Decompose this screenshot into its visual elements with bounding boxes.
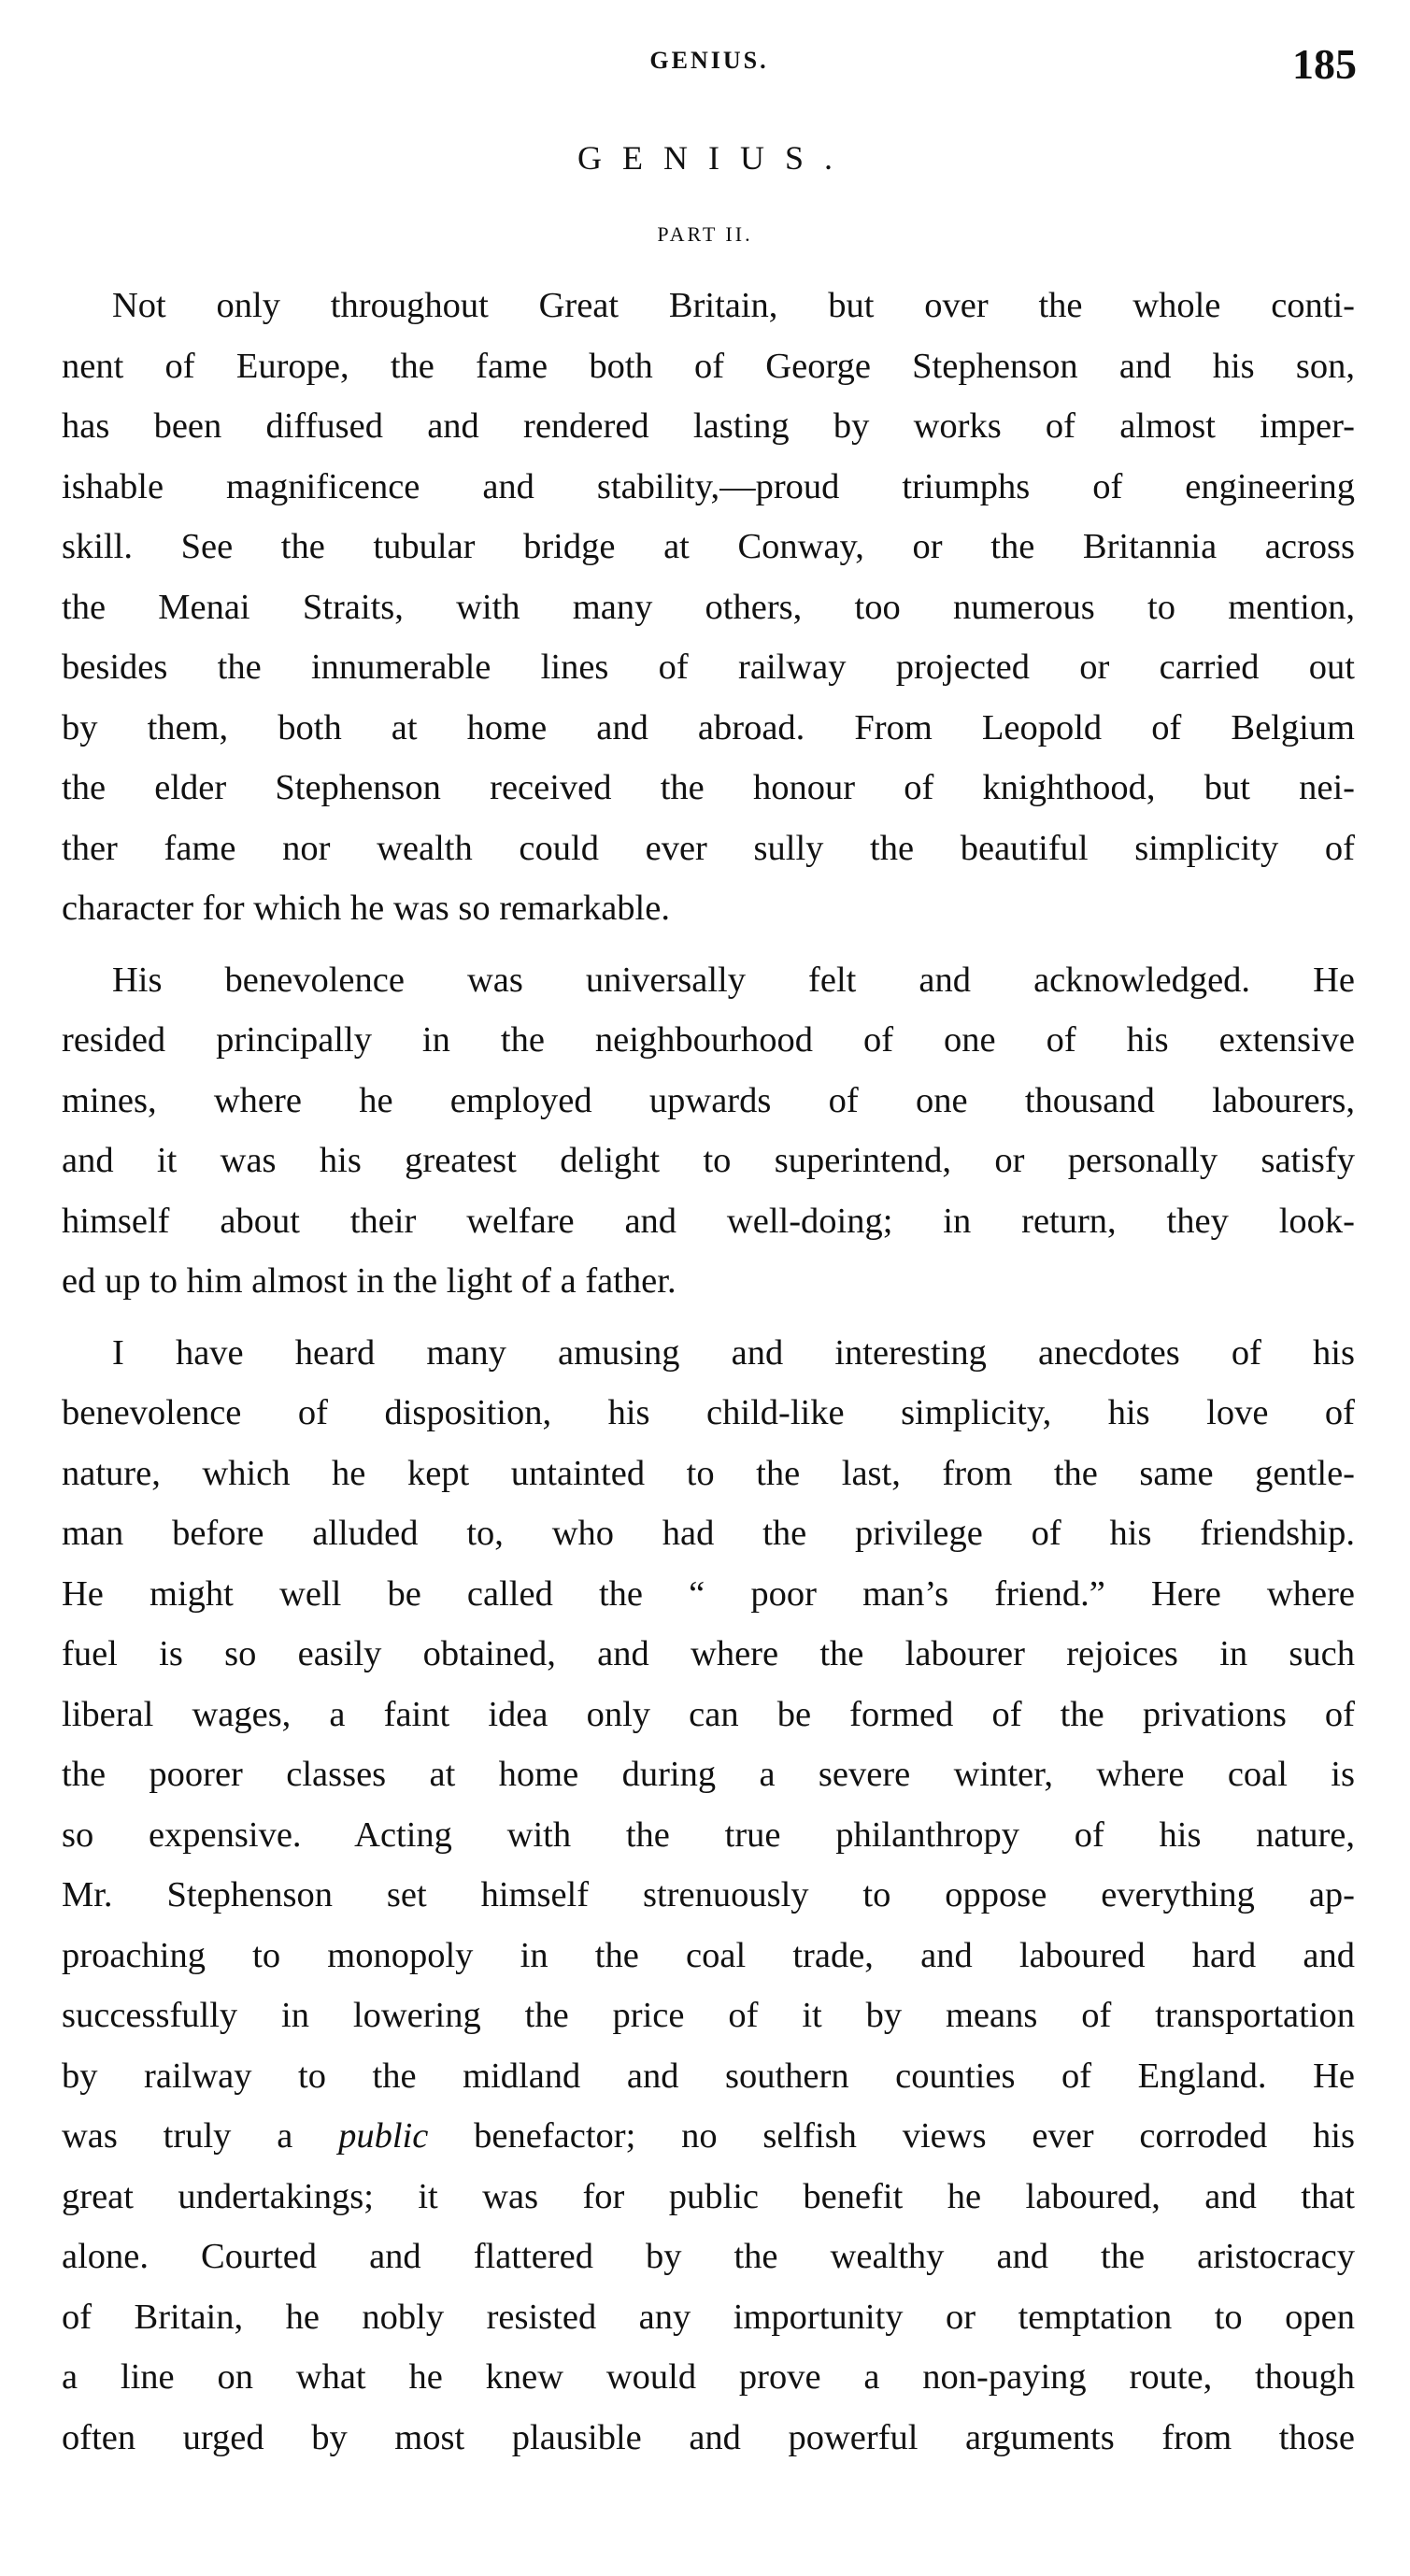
part-label: PART II. (657, 222, 753, 246)
text-line: the elder Stephenson received the honour of knighthood, but nei- (62, 768, 1355, 807)
text-line: ther fame nor wealth could ever sully the beautiful simplicity of (62, 828, 1355, 868)
text-line: the Menai Straits, with many others, too numerous to mention, (62, 587, 1355, 627)
text-line: so expensive. Acting with the true philanthropy of his nature, (62, 1815, 1355, 1855)
text-line: Not only throughout Great Britain, but over the whole conti- (112, 286, 1355, 325)
text-line: proaching to monopoly in the coal trade, and laboured hard and (62, 1935, 1355, 1975)
text-line: besides the innumerable lines of railway projected or carried out (62, 648, 1355, 687)
text-line: resided principally in the neighbourhood of one of his extensive (62, 1020, 1355, 1060)
text-line: successfully in lowering the price of it by means of transportation (62, 1996, 1355, 2035)
text-line: alone. Courted and flattered by the wealthy and the aristocracy (62, 2237, 1355, 2276)
text-line-with-italic (62, 2106, 1355, 2167)
text-line: by them, both at home and abroad. From Leopold of Belgium (62, 707, 1355, 747)
text-line: character for which he was so remarkable. (62, 889, 670, 928)
text-line: ishable magnificence and stability,—proud triumphs of engineering (62, 466, 1355, 506)
text-line: Mr. Stephenson set himself strenuously to oppose everything ap- (62, 1875, 1355, 1914)
text-line: often urged by most plausible and powerful arguments from those (62, 2417, 1355, 2457)
paragraph (62, 1323, 1355, 2469)
text-line: His benevolence was universally felt and acknowledged. He (112, 960, 1355, 1000)
text-line: He might well be called the “ poor man’s friend.” Here where (62, 1573, 1355, 1614)
italic-word: public (338, 2116, 429, 2156)
text-line: ed up to him almost in the light of a father. (62, 1261, 677, 1301)
text-line: has been diffused and rendered lasting by works of almost imper- (62, 406, 1355, 446)
running-head (62, 39, 1357, 95)
running-title: GENIUS. (649, 47, 769, 74)
text-line: great undertakings; it was for public benefit he laboured, and that (62, 2176, 1355, 2216)
paragraph (62, 276, 1355, 939)
page-number: 185 (1292, 40, 1357, 88)
text-line: man before alluded to, who had the privilege of his friendship. (62, 1514, 1355, 1553)
text-line: the poorer classes at home during a severe winter, where coal is (62, 1755, 1355, 1794)
text-line: fuel is so easily obtained, and where the labourer rejoices in such (62, 1634, 1355, 1673)
text-segment: benefactor; no selfish views ever corroded his (428, 2116, 1355, 2156)
text-line: of Britain, he nobly resisted any importunity or temptation to open (62, 2297, 1355, 2337)
text-line: nature, which he kept untainted to the last, from the same gentle- (62, 1453, 1355, 1493)
text-line: himself about their welfare and well-doing; in return, they look- (62, 1201, 1355, 1241)
text-line: skill. See the tubular bridge at Conway, or the Britannia across (62, 527, 1355, 566)
text-line: I have heard many amusing and interesting anecdotes of his (112, 1332, 1355, 1373)
text-line: nent of Europe, the fame both of George Stephenson and his son, (62, 346, 1355, 386)
text-line: by railway to the midland and southern counties of England. He (62, 2056, 1355, 2096)
chapter-title: GENIUS. (577, 139, 853, 177)
body-text (62, 276, 1355, 2479)
text-line: liberal wages, a faint idea only can be formed of the privations of (62, 1694, 1355, 1734)
text-line: mines, where he employed upwards of one thousand labourers, (62, 1080, 1355, 1120)
text-line: benevolence of disposition, his child-like simplicity, his love of (62, 1393, 1355, 1432)
paragraph (62, 950, 1355, 1312)
text-segment: was truly a (62, 2116, 339, 2156)
text-line: a line on what he knew would prove a non-paying route, though (62, 2357, 1355, 2397)
text-line: and it was his greatest delight to superintend, or personally satisfy (62, 1141, 1355, 1180)
